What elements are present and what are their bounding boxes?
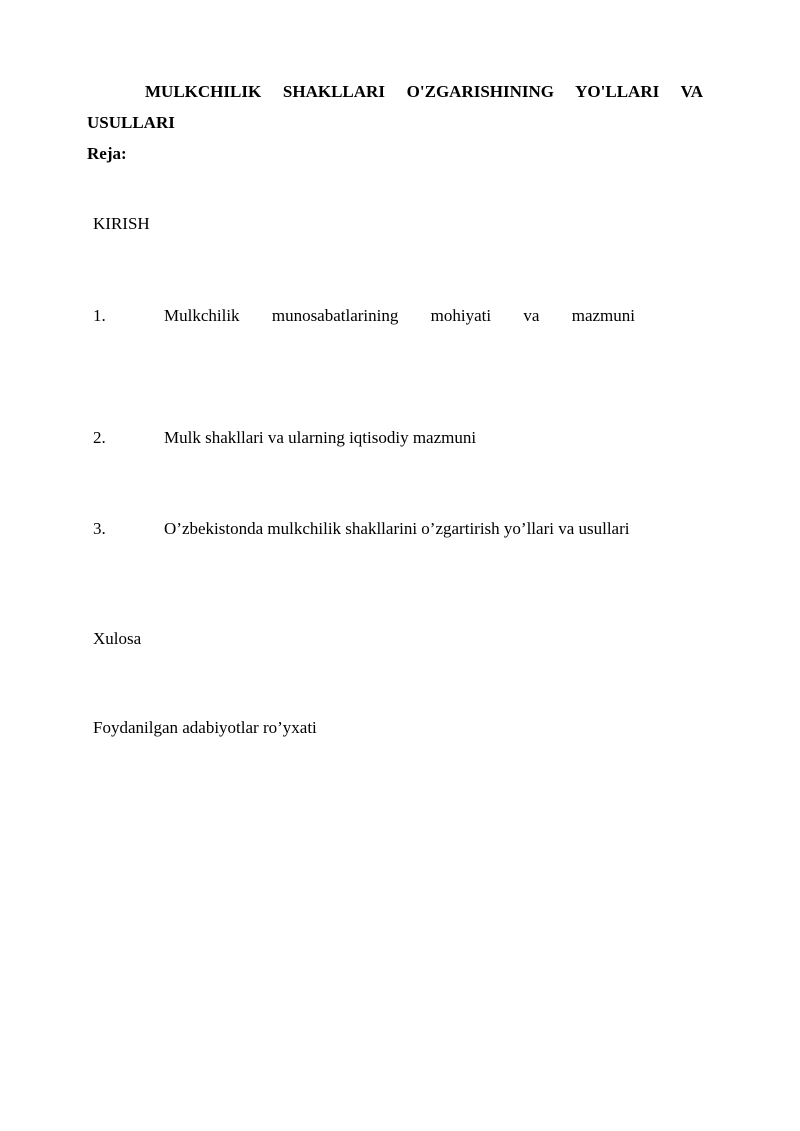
plan-conclusion: Xulosa (93, 629, 142, 648)
plan-item-2-number: 2. (93, 428, 106, 447)
plan-item-2-text: Mulk shakllari va ularning iqtisodiy mazmuni (164, 428, 477, 447)
plan-item-3-text: O’zbekistonda mulkchilik shakllarini o’zgartirish yo’llari va usullari (164, 519, 630, 538)
plan-item-1-text: Mulkchilik munosabatlarining mohiyati va mazmuni (164, 306, 635, 325)
plan-item-3-number: 3. (93, 519, 106, 538)
plan-intro: KIRISH (93, 214, 150, 233)
document-title: MULKCHILIK SHAKLLARI O'ZGARISHINING YO'LLARI VA USULLARI (87, 82, 703, 132)
plan-item-1-number: 1. (93, 306, 106, 325)
plan-references: Foydanilgan adabiyotlar ro’yxati (93, 718, 317, 737)
plan-heading: Reja: (87, 144, 127, 163)
